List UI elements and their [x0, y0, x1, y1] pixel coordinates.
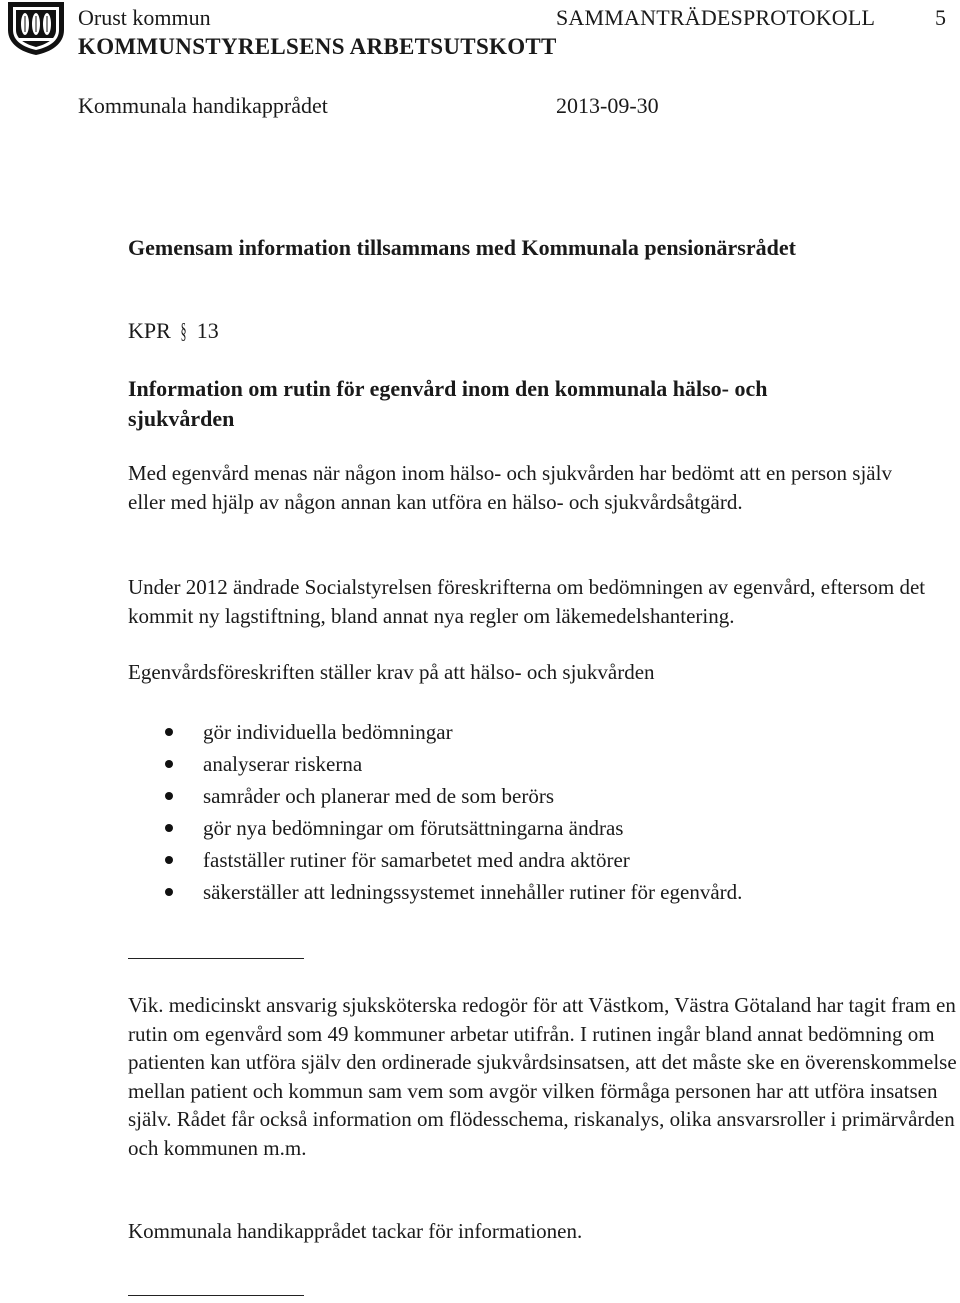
- paragraph-regulation-change: Under 2012 ändrade Socialstyrelsen föreskrifterna om bedömningen av egenvård, eftersom det kommit ny lagstiftning, bland annat nya regler om läkemedelshantering.: [128, 575, 926, 628]
- list-item: analyserar riskerna: [165, 748, 742, 780]
- municipal-coat-of-arms-icon: [5, 0, 67, 56]
- meeting-date: 2013-09-30: [556, 93, 659, 118]
- list-item: säkerställer att ledningssystemet innehåller rutiner för egenvård.: [165, 876, 742, 908]
- paragraph-presentation: Vik. medicinskt ansvarig sjuksköterska redogör för att Västkom, Västra Götaland har tagit fram en rutin om egenvård som 49 kommuner arbetar utifrån. I rutinen ingår bland annat bedömning om patienten kan utföra själv den ordinerade sjukvårdsinsatsen, att det måste ske en överenskommelse mellan patient och kommun sam vem som avgör vilken förmåga personen har att utföra insatsen själv. Rådet får också information om flödesschema, riskanalys, olika ansvarsroller i primärvården och kommunen m.m.: [128, 993, 957, 1160]
- section-symbol: §: [180, 318, 187, 343]
- paragraph-conclusion: Kommunala handikapprådet tackar för informationen.: [128, 1219, 583, 1243]
- page-number: 5: [935, 5, 946, 30]
- list-item: samråder och planerar med de som berörs: [165, 780, 742, 812]
- council-name: Kommunala handikapprådet: [78, 93, 328, 118]
- item-title: Information om rutin för egenvård inom den kommunala hälso- och sjukvården: [128, 376, 768, 431]
- paragraph-definition: Med egenvård menas när någon inom hälso- och sjukvården har bedömt att en person själv eller med hjälp av någon annan kan utföra en hälso- och sjukvårdsåtgärd.: [128, 461, 892, 514]
- section-heading: Gemensam information tillsammans med Kommunala pensionärsrådet: [128, 235, 796, 260]
- list-item: fastställer rutiner för samarbetet med andra aktörer: [165, 844, 742, 876]
- requirements-list: [165, 716, 742, 908]
- separator-line-bottom: [128, 1295, 304, 1296]
- kpr-number: 13: [196, 318, 219, 343]
- document-title: SAMMANTRÄDESPROTOKOLL: [556, 5, 876, 30]
- kpr-prefix: KPR: [128, 318, 171, 343]
- paragraph-reference: [128, 316, 219, 345]
- paragraph-requirements-intro: Egenvårdsföreskriften ställer krav på att hälso- och sjukvården: [128, 660, 655, 684]
- org-name: Orust kommun: [78, 5, 211, 30]
- list-item: gör individuella bedömningar: [165, 716, 742, 748]
- list-item: gör nya bedömningar om förutsättningarna ändras: [165, 812, 742, 844]
- committee-name: KOMMUNSTYRELSENS ARBETSUTSKOTT: [78, 34, 557, 59]
- separator-line: [128, 958, 304, 959]
